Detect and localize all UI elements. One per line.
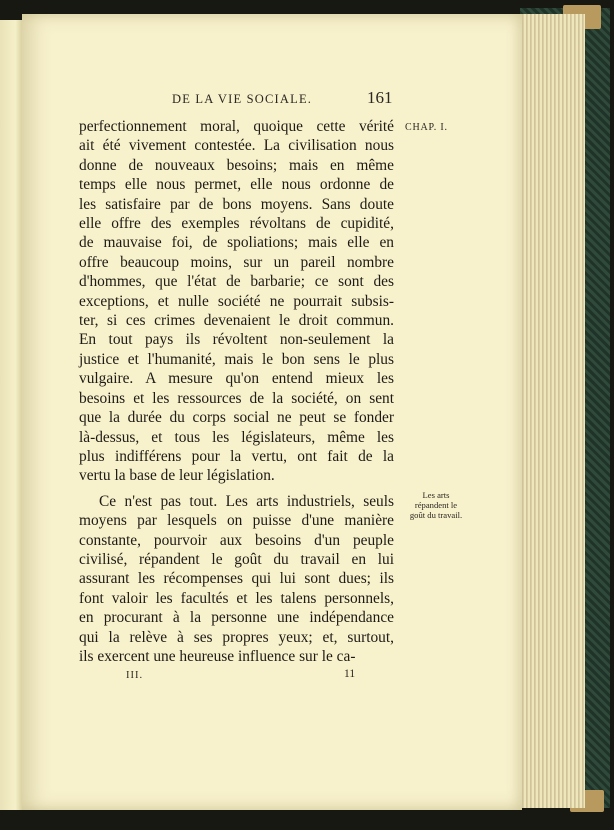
text-line: constante, pourvoir aux besoins d'un peuple xyxy=(79,531,394,549)
text-line: Ce n'est pas tout. Les arts industriels, seuls xyxy=(99,492,394,510)
text-line: assurant les récompenses qui lui sont dues; ils xyxy=(79,570,394,588)
running-head: DE LA VIE SOCIALE. xyxy=(172,92,313,106)
page-number: 161 xyxy=(367,88,393,107)
text-line: offre beaucoup moins, sur un pareil nombre xyxy=(79,253,394,271)
volume-signature: III. xyxy=(126,670,144,681)
text-line: ter, si ces crimes devenaient le droit commun. xyxy=(79,312,394,330)
text-line: d'hommes, que l'état de barbarie; ce sont des xyxy=(79,273,394,291)
paragraph-2 xyxy=(79,492,394,667)
text-line: ait été vivement contestée. La civilisation nous xyxy=(79,137,394,155)
text-line: font valoir les facultés et les talens personnels, xyxy=(79,589,394,607)
margin-note-line: goût du travail. xyxy=(409,510,463,520)
margin-note-line: Les arts xyxy=(422,490,450,500)
text-line: perfectionnement moral, quoique cette vérité xyxy=(79,118,394,135)
text-line: temps elle nous permet, elle nous ordonne de xyxy=(79,176,394,194)
text-line: civilisé, répandent le goût du travail en lui xyxy=(79,550,394,568)
text-line: ils exercent une heureuse influence sur le ca- xyxy=(79,647,356,665)
text-line: En tout pays ils révoltent non-seulement la xyxy=(79,331,394,349)
text-line: en procurant à la personne une indépendance xyxy=(79,609,394,627)
text-line: là-dessus, et tous les législateurs, même les xyxy=(79,428,394,446)
text-line: plus indifférens pour la vertu, ont fait de la xyxy=(79,447,394,465)
text-line: vertu la base de leur législation. xyxy=(79,467,275,485)
text-line: elle offre des exemples révoltans de cupidité, xyxy=(79,215,394,233)
page-edges xyxy=(514,14,585,808)
paragraph-1 xyxy=(79,117,394,486)
text-line: vulgaire. A mesure qu'on entend mieux les xyxy=(79,370,394,388)
margin-note xyxy=(400,490,472,520)
text-line: de mauvaise foi, de spoliations; mais elle en xyxy=(79,234,394,252)
margin-note-line: répandent le xyxy=(414,500,458,510)
text-line: besoins et les ressources de la société, on sent xyxy=(79,389,394,407)
text-line: qui la relève à ses propres yeux; et, surtout, xyxy=(79,628,394,646)
body-text xyxy=(79,117,394,666)
text-line: donne de nouveaux besoins; mais en même xyxy=(79,156,394,174)
text-line: moyens par lesquels on puisse d'une manière xyxy=(79,512,394,530)
text-line: que la durée du corps social ne peut se fonder xyxy=(79,409,394,427)
text-line: justice et l'humanité, mais le bon sens le plus xyxy=(79,350,394,368)
facing-page-edge xyxy=(0,20,22,810)
gathering-signature: 11 xyxy=(344,668,356,680)
text-line: exceptions, et nulle société ne pourrait subsis- xyxy=(79,292,394,310)
text-line: les satisfaire par de bons moyens. Sans doute xyxy=(79,195,394,213)
margin-chapter-label: CHAP. I. xyxy=(405,122,448,133)
